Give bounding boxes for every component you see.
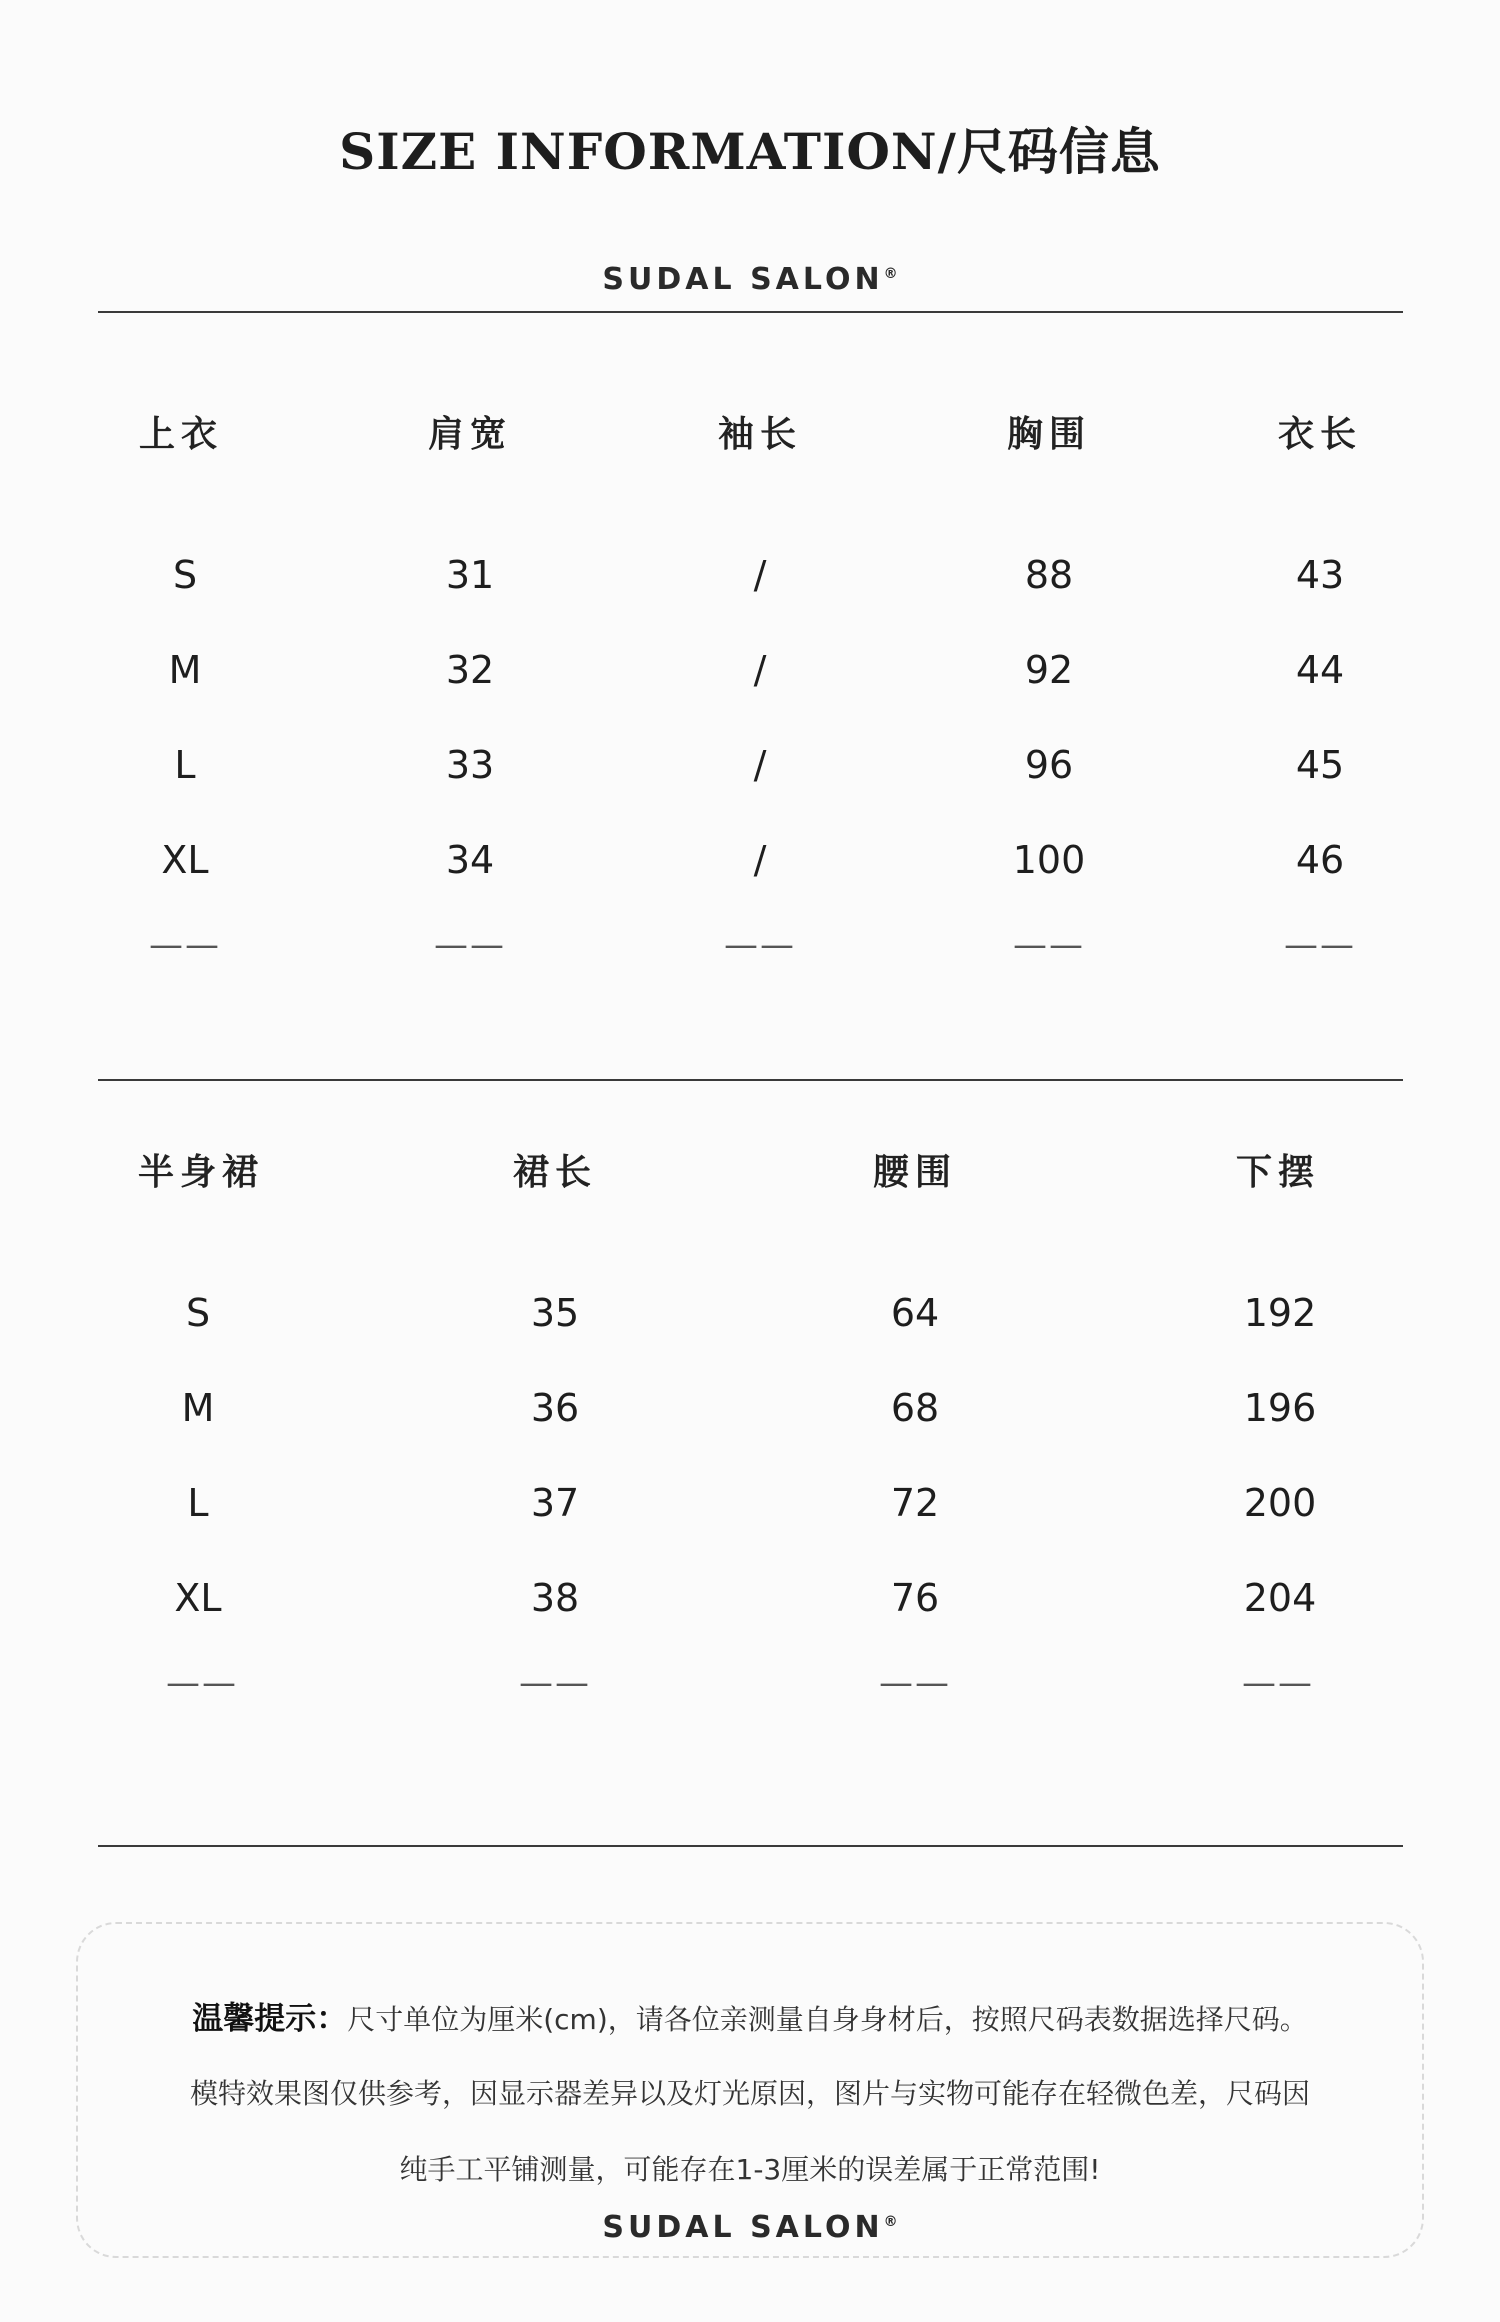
skirt-cell: XL — [174, 1576, 222, 1620]
tops-header-cell: 肩宽 — [427, 414, 513, 455]
tops-cell: —— — [724, 925, 796, 965]
tops-cell: 44 — [1295, 648, 1345, 692]
skirt-header-cell: 半身裙 — [137, 1152, 265, 1193]
table-row — [98, 1568, 1403, 1663]
table-row — [98, 735, 1403, 830]
notice-line-1 — [0, 2001, 1500, 2038]
skirt-cell: M — [181, 1386, 215, 1430]
skirt-cell: 64 — [890, 1291, 940, 1335]
tops-cell: S — [172, 553, 198, 597]
skirt-cell: 38 — [530, 1576, 580, 1620]
skirt-cell: 68 — [890, 1386, 940, 1430]
tops-cell: 45 — [1295, 743, 1345, 787]
tops-size-table — [98, 405, 1403, 995]
tops-cell: 31 — [445, 553, 495, 597]
notice-line-3: 纯手工平铺测量，可能存在1-3厘米的误差属于正常范围! — [399, 2153, 1101, 2186]
table-row — [98, 1378, 1403, 1473]
tops-cell: —— — [149, 925, 221, 965]
skirt-header-row — [98, 1143, 1403, 1283]
notice-label: 温馨提示： — [192, 2001, 348, 2037]
skirt-size-table — [98, 1143, 1403, 1733]
tops-cell: —— — [1284, 925, 1356, 965]
table-row — [98, 915, 1403, 995]
skirt-cell: 204 — [1243, 1576, 1317, 1620]
skirt-cell: 196 — [1243, 1386, 1317, 1430]
tops-cell: / — [753, 553, 767, 597]
notice-text-1: 尺寸单位为厘米(cm)，请各位亲测量自身身材后，按照尺码表数据选择尺码。 — [347, 2003, 1308, 2036]
tops-cell: XL — [161, 838, 209, 882]
divider-bottom — [98, 1845, 1403, 1847]
table-row — [98, 1283, 1403, 1378]
table-row — [98, 1473, 1403, 1568]
skirt-cell: 35 — [530, 1291, 580, 1335]
tops-cell: 46 — [1295, 838, 1345, 882]
tops-header-cell: 袖长 — [717, 414, 803, 455]
skirt-header-cell: 腰围 — [872, 1152, 958, 1193]
tops-cell: L — [174, 743, 196, 787]
tops-cell: 88 — [1024, 553, 1074, 597]
brand-logo-footer — [0, 2210, 1500, 2245]
page-title: SIZE INFORMATION/尺码信息 — [339, 122, 1161, 181]
tops-header-cell: 上衣 — [138, 414, 224, 455]
skirt-cell: 76 — [890, 1576, 940, 1620]
skirt-cell: L — [187, 1481, 209, 1525]
tops-cell: / — [753, 648, 767, 692]
skirt-cell: —— — [879, 1663, 951, 1703]
brand-logo — [0, 262, 1500, 297]
skirt-cell: —— — [166, 1663, 238, 1703]
table-row — [98, 640, 1403, 735]
tops-cell: —— — [434, 925, 506, 965]
registered-mark: ® — [883, 2214, 898, 2230]
tops-header-cell: 衣长 — [1277, 414, 1363, 455]
tops-header-row — [98, 405, 1403, 545]
registered-mark: ® — [883, 266, 898, 282]
divider-middle — [98, 1079, 1403, 1081]
table-row — [98, 830, 1403, 925]
tops-cell: 92 — [1024, 648, 1074, 692]
skirt-cell: S — [185, 1291, 211, 1335]
tops-cell: 43 — [1295, 553, 1345, 597]
tops-header-cell: 胸围 — [1006, 414, 1092, 455]
skirt-cell: —— — [1242, 1663, 1314, 1703]
divider-top — [98, 311, 1403, 313]
notice-line-2: 模特效果图仅供参考，因显示器差异以及灯光原因，图片与实物可能存在轻微色差，尺码因 — [189, 2077, 1310, 2110]
tops-cell: 32 — [445, 648, 495, 692]
brand-name: SUDAL SALON — [602, 262, 884, 297]
tops-cell: / — [753, 743, 767, 787]
tops-cell: 34 — [445, 838, 495, 882]
tops-cell: 100 — [1012, 838, 1086, 882]
skirt-cell: 36 — [530, 1386, 580, 1430]
table-row — [98, 545, 1403, 640]
table-row — [98, 1653, 1403, 1733]
tops-cell: M — [168, 648, 202, 692]
tops-cell: —— — [1013, 925, 1085, 965]
brand-name: SUDAL SALON — [602, 2210, 884, 2245]
skirt-cell: 192 — [1243, 1291, 1317, 1335]
skirt-cell: 200 — [1243, 1481, 1317, 1525]
skirt-cell: —— — [519, 1663, 591, 1703]
skirt-header-cell: 裙长 — [512, 1152, 598, 1193]
tops-cell: 33 — [445, 743, 495, 787]
skirt-header-cell: 下摆 — [1235, 1152, 1321, 1193]
tops-cell: / — [753, 838, 767, 882]
tops-cell: 96 — [1024, 743, 1074, 787]
skirt-cell: 37 — [530, 1481, 580, 1525]
skirt-cell: 72 — [890, 1481, 940, 1525]
